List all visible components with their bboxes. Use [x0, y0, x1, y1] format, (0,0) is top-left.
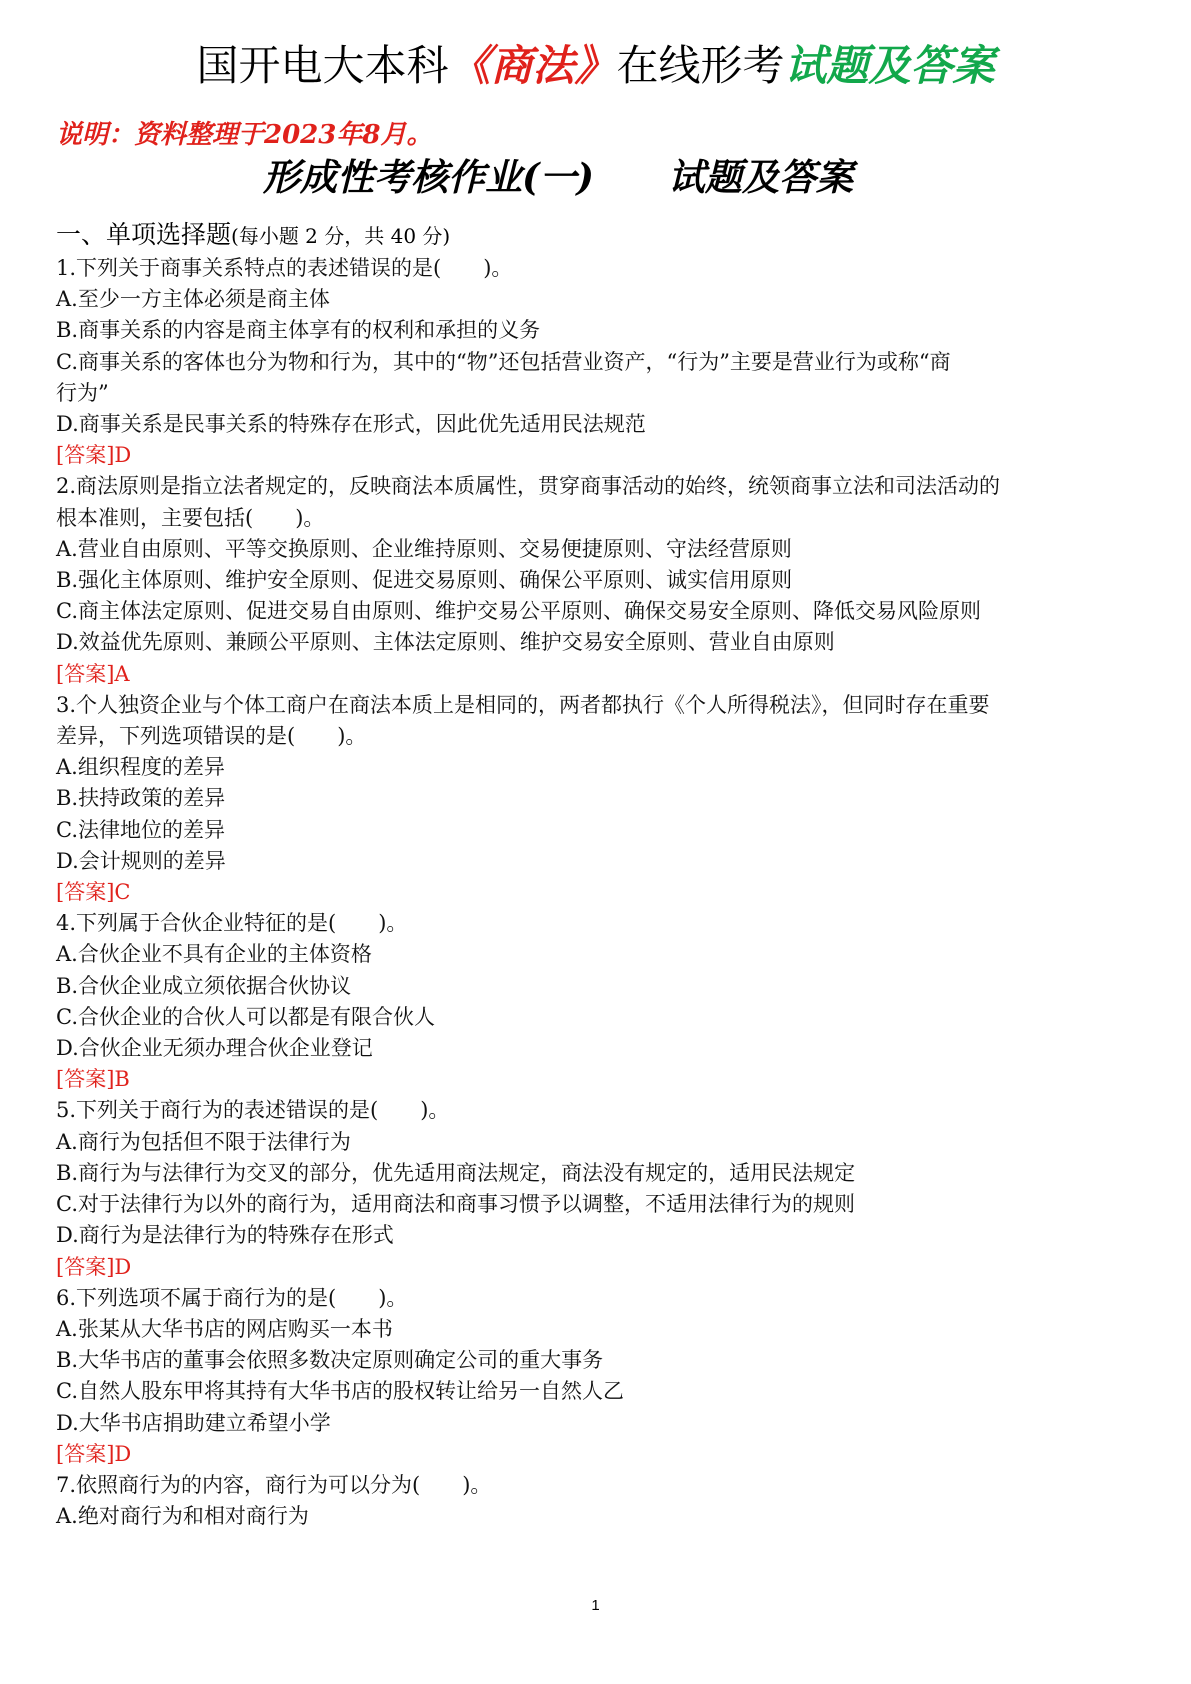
option-line: B.商行为与法律行为交叉的部分，优先适用商法规定，商法没有规定的，适用民法规定 [56, 1160, 856, 1185]
option-line: A.组织程度的差异 [56, 755, 225, 780]
option-line: D.大华书店捐助建立希望小学 [56, 1410, 331, 1435]
compile-note: 说明：资料整理于2023年8月。 [56, 120, 433, 150]
option-line: C.对于法律行为以外的商行为，适用商法和商事习惯予以调整，不适用法律行为的规则 [56, 1192, 855, 1217]
option-line: B.强化主体原则、维护安全原则、促进交易原则、确保公平原则、诚实信用原则 [56, 568, 793, 593]
title-course-name: 《商法》 [448, 41, 617, 90]
section-heading [56, 218, 450, 255]
section-title: 一、单项选择题 [56, 220, 232, 249]
answer-line: [答案]C [56, 880, 131, 905]
question-line: 6.下列选项不属于商行为的是( )。 [56, 1285, 408, 1310]
answer-line: [答案]D [56, 443, 132, 468]
subtitle-right: 试题及答案 [668, 155, 854, 199]
option-line: B.合伙企业成立须依据合伙协议 [56, 973, 352, 998]
subtitle-left: 形成性考核作业(一) [263, 155, 595, 199]
option-line: C.自然人股东甲将其持有大华书店的股权转让给另一自然人乙 [56, 1379, 624, 1404]
question-line: 1.下列关于商事关系特点的表述错误的是( )。 [56, 256, 513, 280]
option-line: D.合伙企业无须办理合伙企业登记 [56, 1036, 373, 1061]
title-part-1: 国开电大本科 [196, 41, 449, 90]
title-part-3: 在线形考 [616, 41, 785, 90]
option-line: A.至少一方主体必须是商主体 [56, 287, 330, 312]
option-line: A.绝对商行为和相对商行为 [56, 1504, 309, 1529]
section-meta: (每小题 2 分，共 40 分) [231, 224, 451, 248]
option-line: B.大华书店的董事会依照多数决定原则确定公司的重大事务 [56, 1348, 604, 1373]
option-line: A.营业自由原则、平等交换原则、企业维持原则、交易便捷原则、守法经营原则 [56, 536, 792, 561]
option-line: A.商行为包括但不限于法律行为 [56, 1129, 351, 1154]
answer-line: [答案]D [56, 1441, 132, 1466]
page-number: 1 [591, 1597, 600, 1614]
option-line: D.会计规则的差异 [56, 848, 226, 873]
assignment-subtitle [263, 150, 963, 204]
question-line: 4.下列属于合伙企业特征的是( )。 [56, 911, 408, 936]
title-part-4: 试题及答案 [784, 41, 995, 90]
answer-line: [答案]A [56, 661, 130, 686]
option-line: D.效益优先原则、兼顾公平原则、主体法定原则、维护交易安全原则、营业自由原则 [56, 630, 835, 655]
option-line: B.扶持政策的差异 [56, 786, 226, 811]
question-line: 2.商法原则是指立法者规定的，反映商法本质属性，贯穿商事活动的始终，统领商事立法和司法活动的 [56, 474, 1001, 499]
option-line: C.合伙企业的合伙人可以都是有限合伙人 [56, 1004, 435, 1029]
question-line: 根本准则，主要包括( )。 [56, 505, 325, 530]
option-line: D.商事关系是民事关系的特殊存在形式，因此优先适用民法规范 [56, 412, 646, 437]
document-title [0, 36, 1191, 96]
option-line: 行为” [56, 380, 109, 405]
answer-line: [答案]B [56, 1067, 130, 1092]
question-line: 差异，下列选项错误的是( )。 [56, 724, 367, 749]
option-line: C.商主体法定原则、促进交易自由原则、维护交易公平原则、确保交易安全原则、降低交易风险原则 [56, 599, 981, 624]
answer-line: [答案]D [56, 1254, 132, 1279]
question-line: 7.依照商行为的内容，商行为可以分为( )。 [56, 1472, 492, 1497]
question-list [56, 253, 1134, 1532]
option-line: D.商行为是法律行为的特殊存在形式 [56, 1223, 394, 1248]
option-line: A.张某从大华书店的网店购买一本书 [56, 1316, 393, 1341]
question-line: 5.下列关于商行为的表述错误的是( )。 [56, 1098, 450, 1123]
question-line: 3.个人独资企业与个体工商户在商法本质上是相同的，两者都执行《个人所得税法》，但同时存在重要 [56, 692, 990, 717]
option-line: A.合伙企业不具有企业的主体资格 [56, 942, 372, 967]
option-line: C.商事关系的客体也分为物和行为，其中的“物”还包括营业资产，“行为”主要是营业行为或称“商 [56, 349, 951, 374]
option-line: B.商事关系的内容是商主体享有的权利和承担的义务 [56, 318, 541, 343]
option-line: C.法律地位的差异 [56, 817, 225, 842]
